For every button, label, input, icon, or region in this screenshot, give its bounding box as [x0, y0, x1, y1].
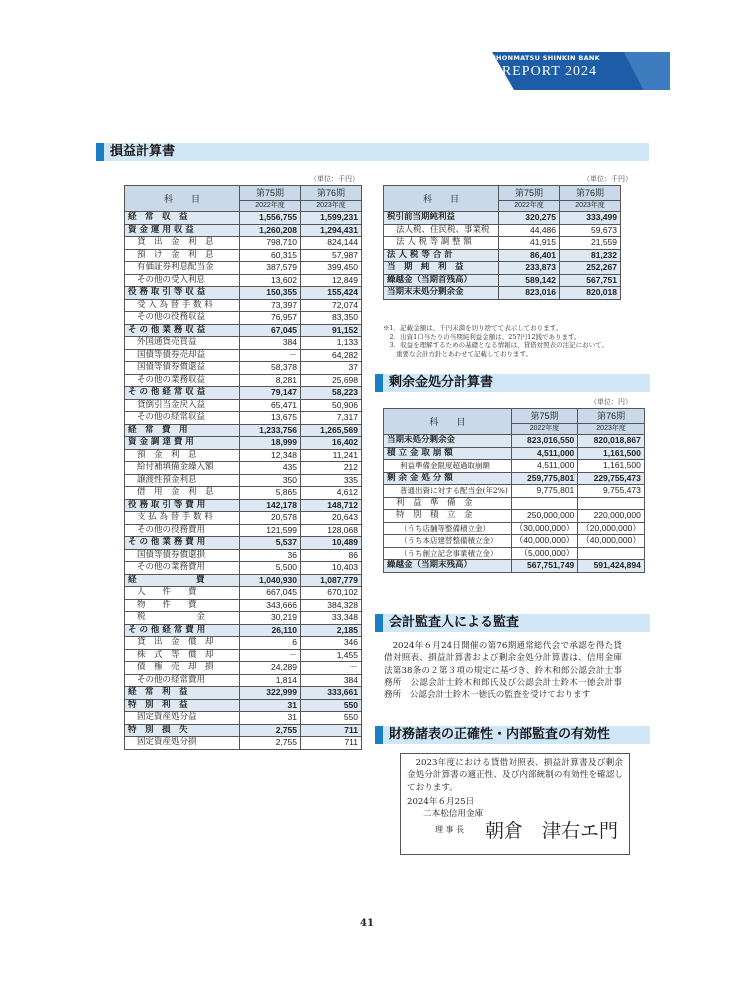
value-period75	[511, 497, 578, 510]
row-label: 借 用 金 利 息	[125, 487, 240, 500]
row-label: 有価証券利息配当金	[125, 262, 240, 275]
table-row	[125, 424, 362, 437]
value-period75: 31	[240, 712, 301, 725]
value-period75: （30,000,000）	[511, 522, 578, 535]
value-period76	[578, 497, 645, 510]
value-period76: 1,294,431	[301, 224, 362, 237]
validity-text: 2023年度における貸借対照表、損益計算書及び剰余金処分計算書の適正性、及び内部統制の有効性を確認しております。	[407, 758, 623, 793]
value-period75: 1,814	[240, 674, 301, 687]
table-row	[125, 449, 362, 462]
value-period76: 86	[301, 549, 362, 562]
col-subheader-2022: 2022年度	[499, 201, 560, 212]
row-label: 経 常 収 益	[125, 212, 240, 225]
table-row	[384, 535, 645, 548]
value-period75: 26,110	[240, 624, 301, 637]
signer-role: 理 事 長	[435, 825, 465, 834]
table-row	[384, 237, 621, 250]
row-label: 国債等債券償還損	[125, 549, 240, 562]
row-label: 積 立 金 取 崩 額	[384, 447, 512, 460]
organization-name: 二本松信用金庫	[423, 809, 484, 819]
value-period76: 12,849	[301, 274, 362, 287]
col-header-period75: 第75期	[240, 186, 301, 201]
row-label: 資 金 運 用 収 益	[125, 224, 240, 237]
row-label: 国債等債券売却益	[125, 349, 240, 362]
report-title: REPORT 2024	[501, 64, 597, 79]
row-label: 預 金 利 息	[125, 449, 240, 462]
table-row	[125, 224, 362, 237]
row-label: そ の 他 業 務 費 用	[125, 537, 240, 550]
row-label: その他の役務収益	[125, 312, 240, 325]
value-period75: 435	[240, 462, 301, 475]
table-row	[384, 249, 621, 262]
table-row	[125, 599, 362, 612]
col-subheader-2023: 2023年度	[301, 201, 362, 212]
value-period75: 320,275	[499, 212, 560, 225]
value-period76: 83,350	[301, 312, 362, 325]
value-period76: 711	[301, 737, 362, 750]
table-row	[384, 460, 645, 473]
section-header-income-statement	[96, 143, 649, 161]
value-period76: 212	[301, 462, 362, 475]
notes	[383, 324, 633, 358]
value-period76: 81,232	[560, 249, 621, 262]
table-row	[384, 547, 645, 560]
unit-label-2: （単位：千円）	[583, 175, 632, 183]
report-banner	[470, 52, 670, 90]
col-subheader-2023: 2023年度	[560, 201, 621, 212]
value-period75: 150,355	[240, 287, 301, 300]
note-line: 重要な会計方針とあわせて記載しております。	[383, 349, 532, 358]
row-label: 繰越金（当期末残高）	[384, 560, 512, 573]
value-period76: 550	[301, 712, 362, 725]
value-period75: 322,999	[240, 687, 301, 700]
table-row	[384, 560, 645, 573]
value-period76: 335	[301, 474, 362, 487]
table-row	[384, 287, 621, 300]
row-label: その他の役務費用	[125, 524, 240, 537]
value-period75: 589,142	[499, 274, 560, 287]
row-label: 法人税、住民税、事業税	[384, 224, 499, 237]
value-period76: 1,161,500	[578, 460, 645, 473]
validity-date: 2024年６月25日	[407, 797, 475, 807]
row-label: そ の 他 経 常 費 用	[125, 624, 240, 637]
value-period75: 36	[240, 549, 301, 562]
row-label: 利益準備金限度超過取崩額	[384, 460, 512, 473]
unit-label: （単位：千円）	[310, 175, 359, 183]
row-label: 役 務 取 引 等 収 益	[125, 287, 240, 300]
value-period76: 148,712	[301, 499, 362, 512]
value-period75: －	[240, 349, 301, 362]
row-label: そ の 他 経 常 収 益	[125, 387, 240, 400]
row-label: 法 人 税 等 調 整 額	[384, 237, 499, 250]
table-row	[125, 437, 362, 450]
value-period75: 30,219	[240, 612, 301, 625]
row-label: 当期未処分剰余金	[384, 435, 512, 448]
table-row	[125, 712, 362, 725]
row-label: 貸倒引当金戻入益	[125, 399, 240, 412]
table-row	[384, 262, 621, 275]
value-period75: 67,045	[240, 324, 301, 337]
row-label: 当期末未処分剰余金	[384, 287, 499, 300]
value-period75: 44,486	[499, 224, 560, 237]
value-period75: 250,000,000	[511, 510, 578, 523]
row-label: 給付補填備金繰入額	[125, 462, 240, 475]
value-period76: 1,455	[301, 649, 362, 662]
col-subheader-2022: 2022年度	[511, 424, 578, 435]
value-period75: 18,999	[240, 437, 301, 450]
table-row	[384, 447, 645, 460]
value-period75: 1,040,930	[240, 574, 301, 587]
table-row	[384, 497, 645, 510]
row-label: その他の受入利息	[125, 274, 240, 287]
value-period75: 798,710	[240, 237, 301, 250]
value-period76: 16,402	[301, 437, 362, 450]
row-label: 当 期 純 利 益	[384, 262, 499, 275]
value-period76: 11,241	[301, 449, 362, 462]
value-period75: 142,178	[240, 499, 301, 512]
table-row	[125, 499, 362, 512]
table-row	[125, 474, 362, 487]
value-period76: 4,612	[301, 487, 362, 500]
row-label: 貸 出 金 利 息	[125, 237, 240, 250]
row-label: 法 人 税 等 合 計	[384, 249, 499, 262]
value-period75: 41,915	[499, 237, 560, 250]
value-period76: 550	[301, 699, 362, 712]
value-period75: 20,578	[240, 512, 301, 525]
note-line: ※1．記載金額は、千円未満を切り捨てて表示しております。	[383, 324, 563, 332]
table-row	[125, 687, 362, 700]
value-period76: －	[301, 662, 362, 675]
note-line: 3．収益を理解するための基礎となる情報は、貸借対照表の注記において、	[383, 341, 609, 349]
value-period76: 9,755,473	[578, 485, 645, 498]
value-period75: 8,281	[240, 374, 301, 387]
col-subheader-2022: 2022年度	[240, 201, 301, 212]
value-period75: 1,233,756	[240, 424, 301, 437]
section-header-surplus	[375, 374, 650, 392]
value-period76: 384,328	[301, 599, 362, 612]
col-header-item: 科 目	[384, 186, 499, 212]
table-row	[125, 699, 362, 712]
table-row	[384, 510, 645, 523]
table-row	[125, 274, 362, 287]
value-period75: 13,675	[240, 412, 301, 425]
row-label: 株 式 等 償 却	[125, 649, 240, 662]
value-period75: －	[240, 649, 301, 662]
row-label: （うち創立記念事業積立金）	[384, 547, 512, 560]
value-period75: 9,775,801	[511, 485, 578, 498]
table-row	[384, 224, 621, 237]
table-row	[125, 387, 362, 400]
col-header-item: 科 目	[125, 186, 240, 212]
col-subheader-2023: 2023年度	[578, 424, 645, 435]
row-label: 特 別 利 益	[125, 699, 240, 712]
value-period76: 1,599,231	[301, 212, 362, 225]
table-row	[125, 237, 362, 250]
row-label: 資 金 調 達 費 用	[125, 437, 240, 450]
income-statement-table-continued	[383, 185, 621, 300]
table-row	[125, 299, 362, 312]
value-period76: 1,265,569	[301, 424, 362, 437]
audit-text: 2024年６月24日開催の第76期通常総代会で承認を得た貸借対照表、損益計算書および剰余金処分計算書は、信用金庫法第38条の２第３項の規定に基づき、鈴木和郎公認会計士事務所 公認会計士鈴木和郎氏及び公認会計士鈴木一徳会計事務所 公認会計士鈴木一徳氏の監査を受けております	[384, 641, 622, 701]
value-period75: 6	[240, 637, 301, 650]
row-label: その他の経常費用	[125, 674, 240, 687]
value-period76: 57,987	[301, 249, 362, 262]
note-line: 2．出資1口当たりの当期純利益金額は、257円12銭であります。	[383, 332, 581, 341]
col-header-item: 科 目	[384, 409, 512, 435]
value-period75: （5,000,000）	[511, 547, 578, 560]
section-title: 剰余金処分計算書	[389, 375, 494, 390]
table-row	[125, 637, 362, 650]
row-label: 預 け 金 利 息	[125, 249, 240, 262]
row-label: そ の 他 業 務 収 益	[125, 324, 240, 337]
value-period75: 1,556,755	[240, 212, 301, 225]
value-period76: 59,673	[560, 224, 621, 237]
row-label: 譲渡性預金利息	[125, 474, 240, 487]
row-label: 受 入 為 替 手 数 料	[125, 299, 240, 312]
value-period75: 384	[240, 337, 301, 350]
value-period76: 10,489	[301, 537, 362, 550]
value-period76: 2,185	[301, 624, 362, 637]
row-label: 税引前当期純利益	[384, 212, 499, 225]
table-row	[125, 737, 362, 750]
value-period75: 343,666	[240, 599, 301, 612]
value-period76: 155,424	[301, 287, 362, 300]
row-label: 繰越金（当期首残高）	[384, 274, 499, 287]
value-period76: 72,074	[301, 299, 362, 312]
table-row	[125, 287, 362, 300]
table-row	[125, 262, 362, 275]
table-row	[125, 587, 362, 600]
value-period76: 220,000,000	[578, 510, 645, 523]
table-row	[125, 512, 362, 525]
row-label: 利 益 準 備 金	[384, 497, 512, 510]
value-period76: 824,144	[301, 237, 362, 250]
row-label: 国債等債券償還益	[125, 362, 240, 375]
value-period75: 5,537	[240, 537, 301, 550]
row-label: （うち本店建替整備積立金）	[384, 535, 512, 548]
row-label: その他の業務収益	[125, 374, 240, 387]
table-row	[125, 574, 362, 587]
row-label: 債 権 売 却 損	[125, 662, 240, 675]
table-row	[125, 624, 362, 637]
table-row	[384, 212, 621, 225]
value-period75: 79,147	[240, 387, 301, 400]
value-period75: 65,471	[240, 399, 301, 412]
row-label: 役 務 取 引 等 費 用	[125, 499, 240, 512]
value-period76: 591,424,894	[578, 560, 645, 573]
row-label: 支 払 為 替 手 数 料	[125, 512, 240, 525]
value-period75: 387,579	[240, 262, 301, 275]
value-period76: 711	[301, 724, 362, 737]
value-period76: 229,755,473	[578, 472, 645, 485]
value-period76: 1,133	[301, 337, 362, 350]
table-row	[384, 435, 645, 448]
row-label: 貸 出 金 償 却	[125, 637, 240, 650]
value-period75: 5,865	[240, 487, 301, 500]
row-label: 物 件 費	[125, 599, 240, 612]
value-period76: 333,499	[560, 212, 621, 225]
value-period76: 20,643	[301, 512, 362, 525]
col-header-period75: 第75期	[511, 409, 578, 424]
value-period76: 64,282	[301, 349, 362, 362]
table-row	[125, 462, 362, 475]
value-period76: 33,348	[301, 612, 362, 625]
table-row	[125, 362, 362, 375]
row-label: その他の経常収益	[125, 412, 240, 425]
row-label: 普通出資に対する配当金(年2%)	[384, 485, 512, 498]
row-label: 剰 余 金 処 分 額	[384, 472, 512, 485]
value-period75: （40,000,000）	[511, 535, 578, 548]
row-label: 税 金	[125, 612, 240, 625]
table-row	[125, 562, 362, 575]
value-period75: 58,378	[240, 362, 301, 375]
row-label: その他の業務費用	[125, 562, 240, 575]
value-period76: 91,152	[301, 324, 362, 337]
value-period75: 667,045	[240, 587, 301, 600]
value-period76: 399,450	[301, 262, 362, 275]
section-header-audit	[375, 614, 650, 632]
value-period76: （40,000,000）	[578, 535, 645, 548]
value-period76: 128,068	[301, 524, 362, 537]
value-period75: 12,348	[240, 449, 301, 462]
value-period75: 823,016	[499, 287, 560, 300]
table-row	[125, 324, 362, 337]
value-period76: 252,267	[560, 262, 621, 275]
value-period76: 346	[301, 637, 362, 650]
table-row	[125, 249, 362, 262]
value-period75: 5,500	[240, 562, 301, 575]
value-period76: （20,000,000）	[578, 522, 645, 535]
value-period75: 86,401	[499, 249, 560, 262]
col-header-period76: 第76期	[560, 186, 621, 201]
table-row	[125, 212, 362, 225]
table-row	[125, 612, 362, 625]
value-period76: 21,559	[560, 237, 621, 250]
value-period76	[578, 547, 645, 560]
value-period75: 233,873	[499, 262, 560, 275]
value-period76: 384	[301, 674, 362, 687]
value-period76: 670,102	[301, 587, 362, 600]
section-header-validity	[375, 726, 650, 744]
bank-name: NIHONMATSU SHINKIN BANK	[487, 54, 600, 62]
table-row	[384, 472, 645, 485]
value-period75: 60,315	[240, 249, 301, 262]
row-label: 固定資産処分益	[125, 712, 240, 725]
value-period75: 2,755	[240, 724, 301, 737]
row-label: （うち店舗等整備積立金）	[384, 522, 512, 535]
row-label: 経 費	[125, 574, 240, 587]
section-title: 会計監査人による監査	[389, 615, 520, 630]
value-period76: 25,698	[301, 374, 362, 387]
table-row	[125, 487, 362, 500]
table-row	[125, 549, 362, 562]
value-period75: 76,957	[240, 312, 301, 325]
value-period76: 10,403	[301, 562, 362, 575]
table-row	[125, 724, 362, 737]
value-period76: 37	[301, 362, 362, 375]
table-row	[384, 522, 645, 535]
surplus-table	[383, 408, 645, 573]
table-row	[125, 312, 362, 325]
col-header-period76: 第76期	[578, 409, 645, 424]
table-row	[125, 399, 362, 412]
table-row	[125, 412, 362, 425]
table-row	[125, 337, 362, 350]
table-row	[125, 374, 362, 387]
value-period75: 24,289	[240, 662, 301, 675]
value-period76: 7,317	[301, 412, 362, 425]
row-label: 特 別 損 失	[125, 724, 240, 737]
row-label: 特 別 積 立 金	[384, 510, 512, 523]
value-period75: 567,751,749	[511, 560, 578, 573]
value-period75: 1,260,208	[240, 224, 301, 237]
col-header-period75: 第75期	[499, 186, 560, 201]
value-period75: 121,599	[240, 524, 301, 537]
unit-label-3: （単位：円）	[590, 398, 632, 406]
value-period76: 58,223	[301, 387, 362, 400]
value-period76: 333,661	[301, 687, 362, 700]
value-period76: 1,161,500	[578, 447, 645, 460]
value-period75: 4,511,000	[511, 460, 578, 473]
value-period75: 259,775,801	[511, 472, 578, 485]
col-header-period76: 第76期	[301, 186, 362, 201]
income-statement-table	[124, 185, 362, 750]
value-period75: 350	[240, 474, 301, 487]
value-period75: 31	[240, 699, 301, 712]
value-period75: 823,016,550	[511, 435, 578, 448]
table-row	[125, 649, 362, 662]
row-label: 経 常 利 益	[125, 687, 240, 700]
validity-box	[400, 753, 630, 855]
table-row	[125, 674, 362, 687]
row-label: 人 件 費	[125, 587, 240, 600]
page-number: 41	[360, 918, 374, 929]
table-row	[125, 349, 362, 362]
value-period76: 567,751	[560, 274, 621, 287]
table-row	[384, 485, 645, 498]
table-row	[125, 662, 362, 675]
row-label: 固定資産処分損	[125, 737, 240, 750]
table-row	[384, 274, 621, 287]
value-period76: 820,018,867	[578, 435, 645, 448]
value-period75: 4,511,000	[511, 447, 578, 460]
section-title: 損益計算書	[110, 144, 176, 159]
row-label: 経 常 費 用	[125, 424, 240, 437]
row-label: 外国通貨売買益	[125, 337, 240, 350]
section-title: 財務諸表の正確性・内部監査の有効性	[389, 727, 611, 742]
value-period75: 73,397	[240, 299, 301, 312]
value-period75: 13,602	[240, 274, 301, 287]
value-period75: 2,755	[240, 737, 301, 750]
value-period76: 1,087,779	[301, 574, 362, 587]
table-row	[125, 524, 362, 537]
value-period76: 50,906	[301, 399, 362, 412]
value-period76: 820,018	[560, 287, 621, 300]
table-row	[125, 537, 362, 550]
signature-name: 朝倉 津右エ門	[485, 820, 619, 842]
